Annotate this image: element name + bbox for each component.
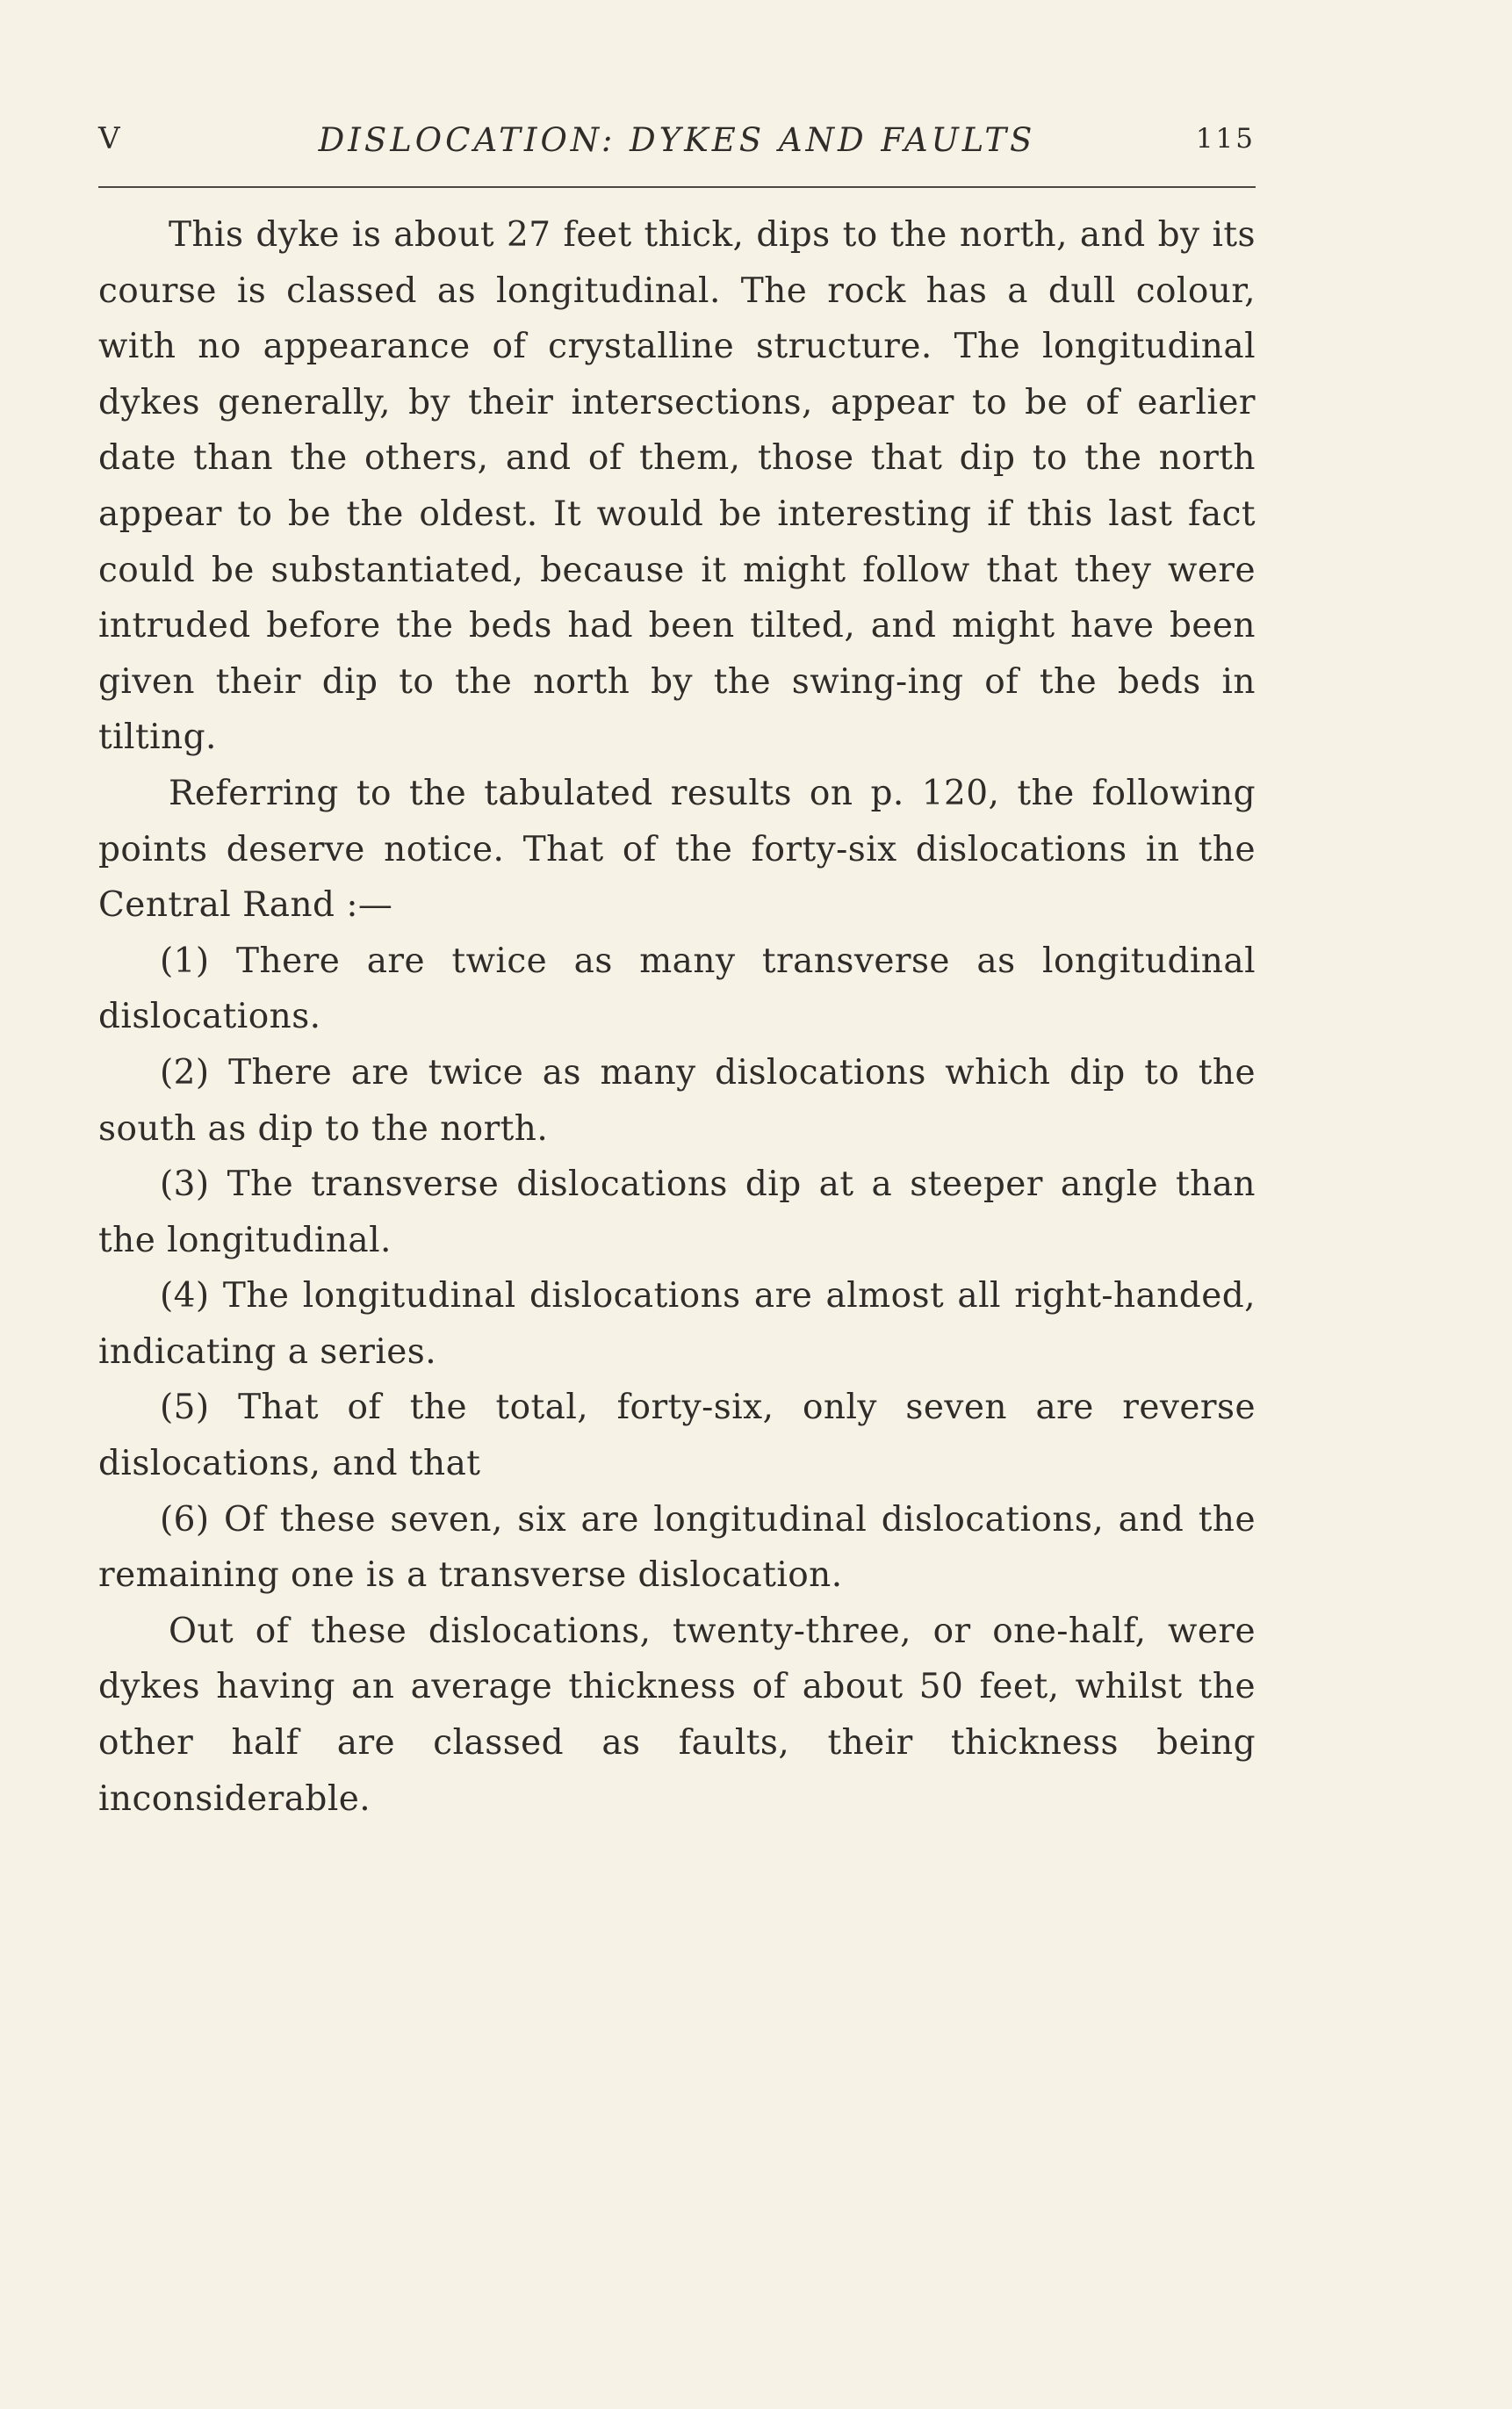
header-rule: [98, 186, 1256, 188]
page-number: 115: [1195, 123, 1256, 155]
list-item-4: (4) The longitudinal dislocations are almost all right-handed, indicating a series.: [98, 1276, 1256, 1372]
list-item-2: (2) There are twice as many dislocations which dip to the south as dip to the north.: [98, 1052, 1256, 1149]
running-header: [98, 121, 1256, 170]
list-item-6: (6) Of these seven, six are longitudinal dislocations, and the remaining one is a transverse dislocation.: [98, 1499, 1256, 1596]
body-text: [98, 207, 1256, 1827]
paragraph-dyke-description: This dyke is about 27 feet thick, dips to the north, and by its course is classed as longitudinal. The rock has a dull colour, with no appearance of crystalline structure. The longitudinal dykes generally, by their intersections, appear to be of earlier date than the others, and of them, those that dip to the north appear to be the oldest. It would be interesting if this last fact could be substantiated, because it might follow that they were intruded before the beds had been tilted, and might have been given their dip to the north by the swing-ing of the beds in tilting.: [98, 215, 1256, 758]
list-item-5: (5) That of the total, forty-six, only seven are reverse dislocations, and that: [98, 1388, 1256, 1484]
paragraph-closing: Out of these dislocations, twenty-three, or one-half, were dykes having an average thickness of about 50 feet, whilst the other half are classed as faults, their thickness being inconsiderable.: [98, 1611, 1256, 1819]
running-title: DISLOCATION: DYKES AND FAULTS: [318, 121, 1036, 159]
list-item-1: (1) There are twice as many transverse as longitudinal dislocations.: [98, 941, 1256, 1037]
paragraph-tabulated-results: Referring to the tabulated results on p. 120, the following points deserve notice. That of the forty-six dislocations in the Central Rand :—: [98, 773, 1256, 926]
list-item-3: (3) The transverse dislocations dip at a steeper angle than the longitudinal.: [98, 1165, 1256, 1260]
chapter-number: V: [98, 121, 121, 156]
